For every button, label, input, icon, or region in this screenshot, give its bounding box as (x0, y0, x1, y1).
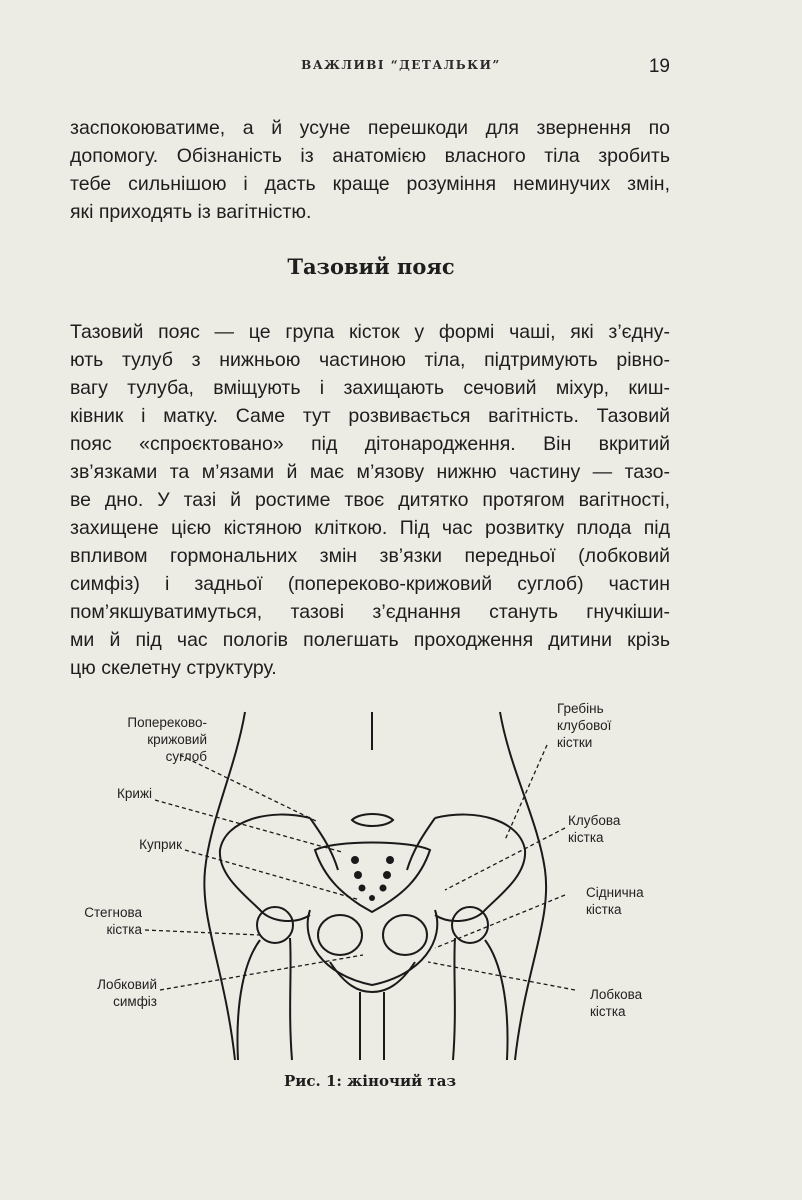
label-sacrum: Крижі (117, 786, 152, 801)
text-line: заспокоюватиме, а й усуне перешкоди для звернення по (70, 117, 670, 139)
running-head: ВАЖЛИВІ “ДЕТАЛЬКИ” (301, 58, 501, 72)
text-line: ківник і матку. Саме тут розвивається вагітність. Тазовий (70, 405, 670, 427)
text-line: пояс «спроєктовано» під дітонародження. Він вкритий (70, 433, 670, 455)
section-heading: Тазовий пояс (287, 254, 455, 279)
label-lumbosacral-joint: Попереково- крижовий суглоб (127, 715, 207, 764)
label-pubis: Лобкова кістка (590, 987, 643, 1019)
label-iliac-crest: Гребінь клубової кістки (557, 701, 612, 750)
text-line: тебе сильнішою і дасть краще розуміння неминучих змін, (70, 173, 670, 195)
text-line: ве дно. У тазі й ростиме твоє дитятко протягом вагітності, (70, 489, 670, 511)
label-femur: Стегнова кістка (84, 905, 142, 937)
text-line: пом’якшуватимуться, тазові з’єднання стануть гнучкіши- (70, 601, 670, 623)
label-coccyx: Куприк (139, 837, 182, 852)
text-line: цю скелетну структуру. (70, 657, 277, 679)
text-line: захищене цією кістяною кліткою. Під час розвитку плода під (70, 517, 670, 539)
label-pubic-symphysis: Лобковий симфіз (97, 977, 157, 1009)
page-number: 19 (648, 56, 670, 77)
pelvis-figure (60, 700, 700, 1070)
text-line: ми й під час пологів полегшать проходження дитини крізь (70, 629, 670, 651)
paragraph-pelvis (70, 318, 670, 682)
text-line: Тазовий пояс — це група кісток у формі чаші, які з’єдну- (70, 321, 670, 343)
text-line: впливом гормональних змін зв’язки передньої (лобковий (70, 545, 670, 567)
text-line: які приходять із вагітністю. (70, 201, 312, 223)
text-line: зв’язками та м’язами й має м’язову нижню частину — тазо- (70, 461, 670, 483)
text-line: ють тулуб з нижньою частиною тіла, підтримують рівно- (70, 349, 670, 371)
label-ischium: Сіднична кістка (586, 885, 644, 917)
text-line: вагу тулуба, вміщують і захищають сечовий міхур, киш- (70, 377, 670, 399)
text-line: симфіз) і задньої (попереково-крижовий суглоб) частин (70, 573, 670, 595)
figure-caption: Рис. 1: жіночий таз (283, 1072, 457, 1090)
label-ilium: Клубова кістка (568, 813, 621, 845)
paragraph-intro (70, 114, 670, 226)
text-line: допомогу. Обізнаність із анатомією власного тіла зробить (70, 145, 670, 167)
